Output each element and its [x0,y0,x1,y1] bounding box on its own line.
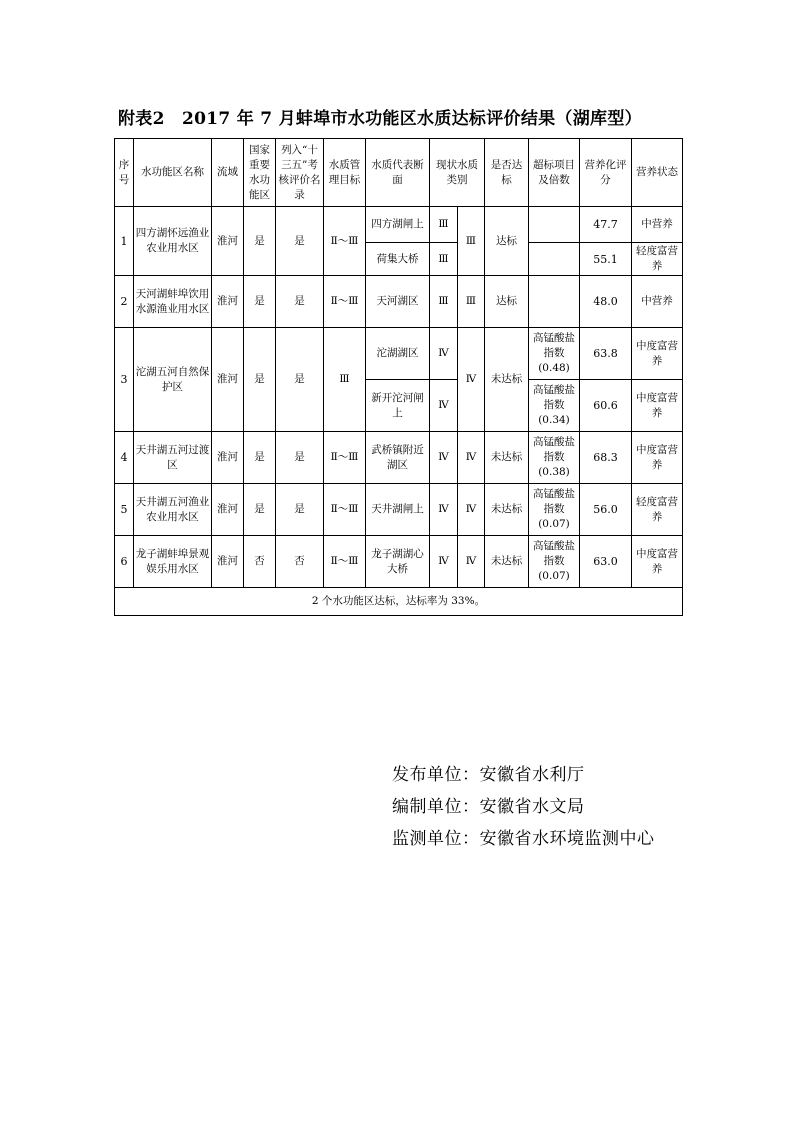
table-row [115,328,683,380]
cell-plan: 是 [276,328,324,432]
cell-current-class: Ⅳ [458,484,485,536]
table-row [115,484,683,536]
cell-eutro-state: 中营养 [632,276,683,328]
header-basin: 流域 [212,139,244,207]
cell-target: Ⅱ～Ⅲ [324,536,366,588]
cell-exceed: 高锰酸盐指数(0.07) [529,536,580,588]
cell-basin: 淮河 [212,536,244,588]
cell-target: Ⅲ [324,328,366,432]
cell-eutro-state: 轻度富营养 [632,243,683,276]
cell-seq: 2 [115,276,134,328]
cell-exceed: 高锰酸盐指数(0.34) [529,380,580,432]
cell-seq: 1 [115,207,134,276]
header-exceed: 超标项目及倍数 [529,139,580,207]
cell-target: Ⅱ～Ⅲ [324,432,366,484]
cell-section: 荷集大桥 [366,243,430,276]
cell-national: 是 [244,328,276,432]
cell-exceed: 高锰酸盐指数(0.38) [529,432,580,484]
cell-compliance: 未达标 [485,484,529,536]
cell-plan: 否 [276,536,324,588]
cell-eutro-score: 55.1 [580,243,632,276]
cell-section-class: Ⅲ [430,276,458,328]
cell-section-class: Ⅳ [430,432,458,484]
cell-current-class: Ⅲ [458,207,485,276]
cell-eutro-score: 48.0 [580,276,632,328]
header-plan: 列入“十三五”考核评价名录 [276,139,324,207]
cell-current-class: Ⅲ [458,276,485,328]
cell-section: 龙子湖湖心大桥 [366,536,430,588]
cell-compliance: 未达标 [485,432,529,484]
cell-seq: 3 [115,328,134,432]
cell-plan: 是 [276,276,324,328]
cell-basin: 淮河 [212,484,244,536]
cell-section: 四方湖闸上 [366,207,430,243]
cell-eutro-score: 56.0 [580,484,632,536]
cell-compliance: 未达标 [485,328,529,432]
cell-basin: 淮河 [212,432,244,484]
cell-zone-name: 天井湖五河渔业农业用水区 [134,484,212,536]
water-quality-table [114,138,683,616]
cell-section: 武桥镇附近湖区 [366,432,430,484]
cell-eutro-state: 中度富营养 [632,328,683,380]
cell-national: 是 [244,432,276,484]
cell-national: 是 [244,276,276,328]
header-zone: 水功能区名称 [134,139,212,207]
cell-basin: 淮河 [212,276,244,328]
cell-compliance: 达标 [485,207,529,276]
cell-exceed: 高锰酸盐指数(0.48) [529,328,580,380]
cell-target: Ⅱ～Ⅲ [324,484,366,536]
cell-basin: 淮河 [212,328,244,432]
summary-text: 2 个水功能区达标，达标率为 33%。 [115,588,683,616]
header-section: 水质代表断面 [366,139,430,207]
cell-eutro-state: 中度富营养 [632,380,683,432]
cell-exceed [529,276,580,328]
cell-zone-name: 四方湖怀远渔业农业用水区 [134,207,212,276]
cell-section: 天井湖闸上 [366,484,430,536]
cell-national: 是 [244,207,276,276]
header-eutro-state: 营养状态 [632,139,683,207]
cell-section: 新开沱河闸上 [366,380,430,432]
cell-section-class: Ⅲ [430,207,458,243]
cell-current-class: Ⅳ [458,432,485,484]
cell-section-class: Ⅲ [430,243,458,276]
summary-row [115,588,683,616]
monitor-line: 监测单位：安徽省水环境监测中心 [392,829,655,849]
cell-basin: 淮河 [212,207,244,276]
table-row [115,276,683,328]
header-current: 现状水质类别 [430,139,485,207]
cell-section: 沱湖湖区 [366,328,430,380]
cell-zone-name: 天井湖五河过渡区 [134,432,212,484]
table-row [115,536,683,588]
cell-current-class: Ⅳ [458,536,485,588]
cell-seq: 4 [115,432,134,484]
cell-eutro-state: 中度富营养 [632,432,683,484]
header-seq: 序号 [115,139,134,207]
table-row [115,207,683,243]
cell-current-class: Ⅳ [458,328,485,432]
cell-target: Ⅱ～Ⅲ [324,276,366,328]
cell-eutro-score: 63.0 [580,536,632,588]
cell-national: 否 [244,536,276,588]
cell-exceed: 高锰酸盐指数(0.07) [529,484,580,536]
header-compliance: 是否达标 [485,139,529,207]
cell-compliance: 达标 [485,276,529,328]
cell-section-class: Ⅳ [430,484,458,536]
cell-plan: 是 [276,207,324,276]
compiler-line: 编制单位：安徽省水文局 [392,797,585,817]
cell-section-class: Ⅳ [430,328,458,380]
cell-eutro-state: 中度富营养 [632,536,683,588]
cell-exceed [529,207,580,243]
cell-plan: 是 [276,432,324,484]
header-eutro-score: 营养化评分 [580,139,632,207]
cell-eutro-state: 轻度富营养 [632,484,683,536]
cell-section: 天河湖区 [366,276,430,328]
cell-eutro-score: 68.3 [580,432,632,484]
cell-section-class: Ⅳ [430,380,458,432]
cell-compliance: 未达标 [485,536,529,588]
cell-plan: 是 [276,484,324,536]
cell-seq: 5 [115,484,134,536]
header-national: 国家重要水功能区 [244,139,276,207]
cell-zone-name: 天河湖蚌埠饮用水源渔业用水区 [134,276,212,328]
cell-eutro-state: 中营养 [632,207,683,243]
publisher-line: 发布单位：安徽省水利厅 [392,765,585,785]
cell-seq: 6 [115,536,134,588]
cell-section-class: Ⅳ [430,536,458,588]
cell-eutro-score: 47.7 [580,207,632,243]
cell-target: Ⅱ～Ⅲ [324,207,366,276]
table-row [115,432,683,484]
header-row [115,139,683,207]
cell-zone-name: 龙子湖蚌埠景观娱乐用水区 [134,536,212,588]
header-target: 水质管理目标 [324,139,366,207]
cell-eutro-score: 60.6 [580,380,632,432]
cell-exceed [529,243,580,276]
cell-eutro-score: 63.8 [580,328,632,380]
cell-zone-name: 沱湖五河自然保护区 [134,328,212,432]
cell-national: 是 [244,484,276,536]
table-title: 附表2 2017 年 7 月蚌埠市水功能区水质达标评价结果（湖库型） [118,109,642,129]
